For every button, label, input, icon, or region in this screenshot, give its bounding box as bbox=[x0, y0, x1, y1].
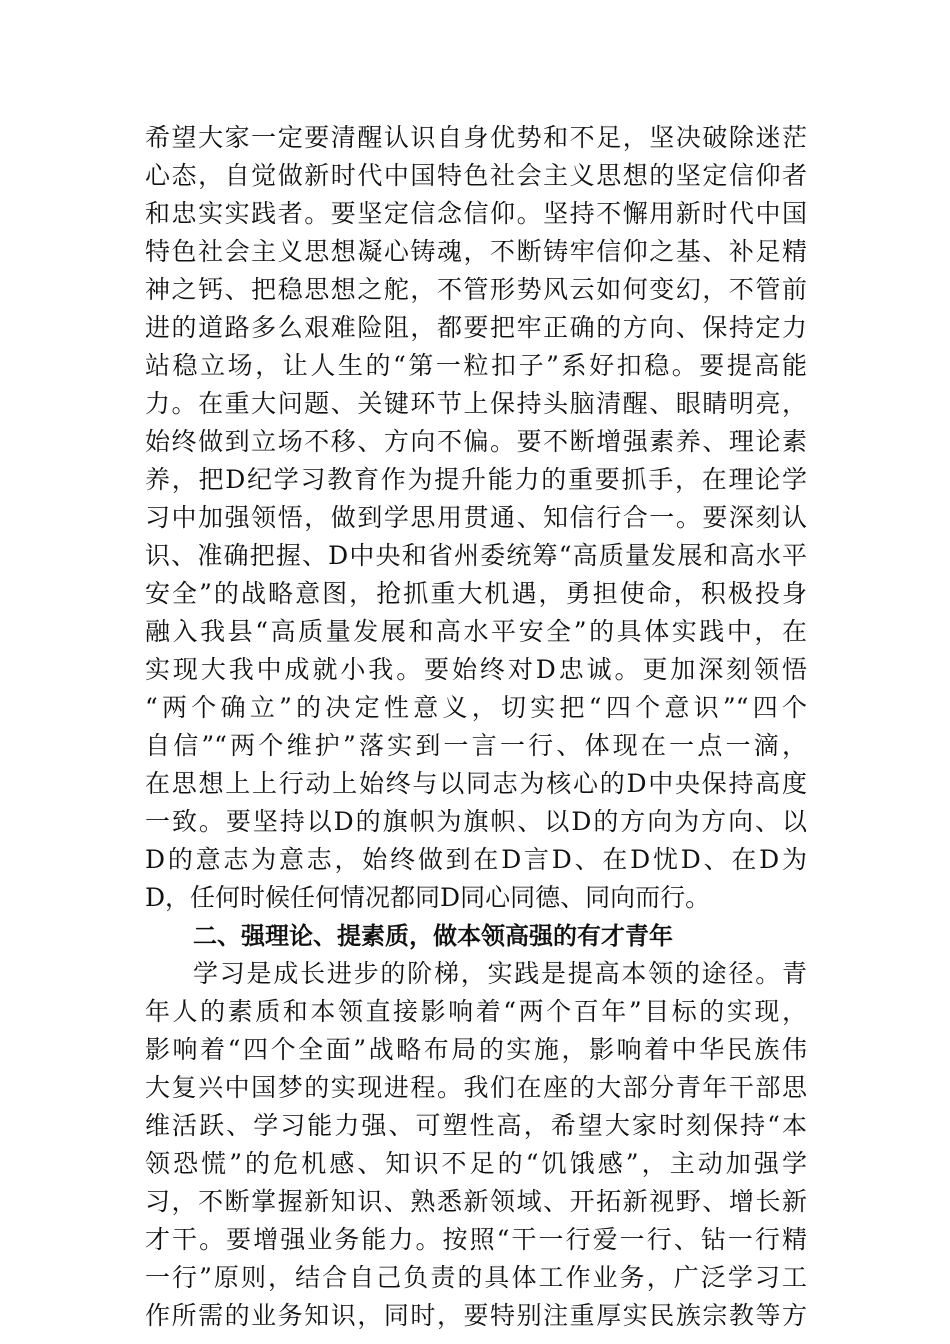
body-text-line: 习中加强领悟，做到学思用贯通、知信行合一。要深刻认 bbox=[145, 503, 807, 532]
body-text-line: 和忠实实践者。要坚定信念信仰。坚持不懈用新时代中国 bbox=[145, 199, 807, 228]
body-text-line: 养，把D纪学习教育作为提升能力的重要抓手，在理论学 bbox=[145, 465, 807, 494]
body-text-line: 一行”原则，结合自己负责的具体工作业务，广泛学习工 bbox=[145, 1263, 807, 1292]
body-text-line: 站稳立场，让人生的“第一粒扣子”系好扣稳。要提高能 bbox=[145, 351, 807, 380]
body-text-line: 维活跃、学习能力强、可塑性高，希望大家时刻保持“本 bbox=[145, 1111, 807, 1140]
body-text-line: 学习是成长进步的阶梯，实践是提高本领的途径。青 bbox=[193, 959, 807, 988]
body-text-line: 影响着“四个全面”战略布局的实施，影响着中华民族伟 bbox=[145, 1035, 807, 1064]
body-text-line: 力。在重大问题、关键环节上保持头脑清醒、眼睛明亮， bbox=[145, 389, 807, 418]
body-text-line: 大复兴中国梦的实现进程。我们在座的大部分青年干部思 bbox=[145, 1073, 807, 1102]
body-text-line: 实现大我中成就小我。要始终对D忠诚。更加深刻领悟 bbox=[145, 655, 807, 684]
body-text-line: D，任何时候任何情况都同D同心同德、同向而行。 bbox=[145, 883, 711, 912]
body-text-line: 特色社会主义思想凝心铸魂，不断铸牢信仰之基、补足精 bbox=[145, 237, 807, 266]
body-text-line: 始终做到立场不移、方向不偏。要不断增强素养、理论素 bbox=[145, 427, 807, 456]
body-text-line: 心态，自觉做新时代中国特色社会主义思想的坚定信仰者 bbox=[145, 161, 807, 190]
body-text-line: 进的道路多么艰难险阻，都要把牢正确的方向、保持定力 bbox=[145, 313, 807, 342]
body-text-line: 神之钙、把稳思想之舵，不管形势风云如何变幻，不管前 bbox=[145, 275, 807, 304]
body-text-line: 自信”“两个维护”落实到一言一行、体现在一点一滴， bbox=[145, 731, 807, 760]
body-text-line: 才干。要增强业务能力。按照“干一行爱一行、钻一行精 bbox=[145, 1225, 807, 1254]
body-text-line: 一致。要坚持以D的旗帜为旗帜、以D的方向为方向、以 bbox=[145, 807, 807, 836]
body-text-line: D的意志为意志，始终做到在D言D、在D忧D、在D为 bbox=[145, 845, 807, 874]
body-text-line: 年人的素质和本领直接影响着“两个百年”目标的实现， bbox=[145, 997, 807, 1026]
body-text-line: 领恐慌”的危机感、知识不足的“饥饿感”，主动加强学 bbox=[145, 1149, 807, 1178]
body-text-line: 在思想上上行动上始终与以同志为核心的D中央保持高度 bbox=[145, 769, 807, 798]
body-text-line: 识、准确把握、D中央和省州委统筹“高质量发展和高水平 bbox=[145, 541, 807, 570]
body-text-line: 习，不断掌握新知识、熟悉新领域、开拓新视野、增长新 bbox=[145, 1187, 807, 1216]
body-text-line: “两个确立”的决定性意义，切实把“四个意识”“四个 bbox=[145, 693, 807, 722]
section-heading: 二、强理论、提素质，做本领高强的有才青年 bbox=[193, 922, 673, 950]
body-text-line: 融入我县“高质量发展和高水平安全”的具体实践中，在 bbox=[145, 617, 807, 646]
body-text-line: 作所需的业务知识，同时，要特别注重厚实民族宗教等方 bbox=[145, 1301, 807, 1330]
body-text-line: 安全”的战略意图，抢抓重大机遇，勇担使命，积极投身 bbox=[145, 579, 807, 608]
body-text-line: 希望大家一定要清醒认识自身优势和不足，坚决破除迷茫 bbox=[145, 123, 807, 152]
